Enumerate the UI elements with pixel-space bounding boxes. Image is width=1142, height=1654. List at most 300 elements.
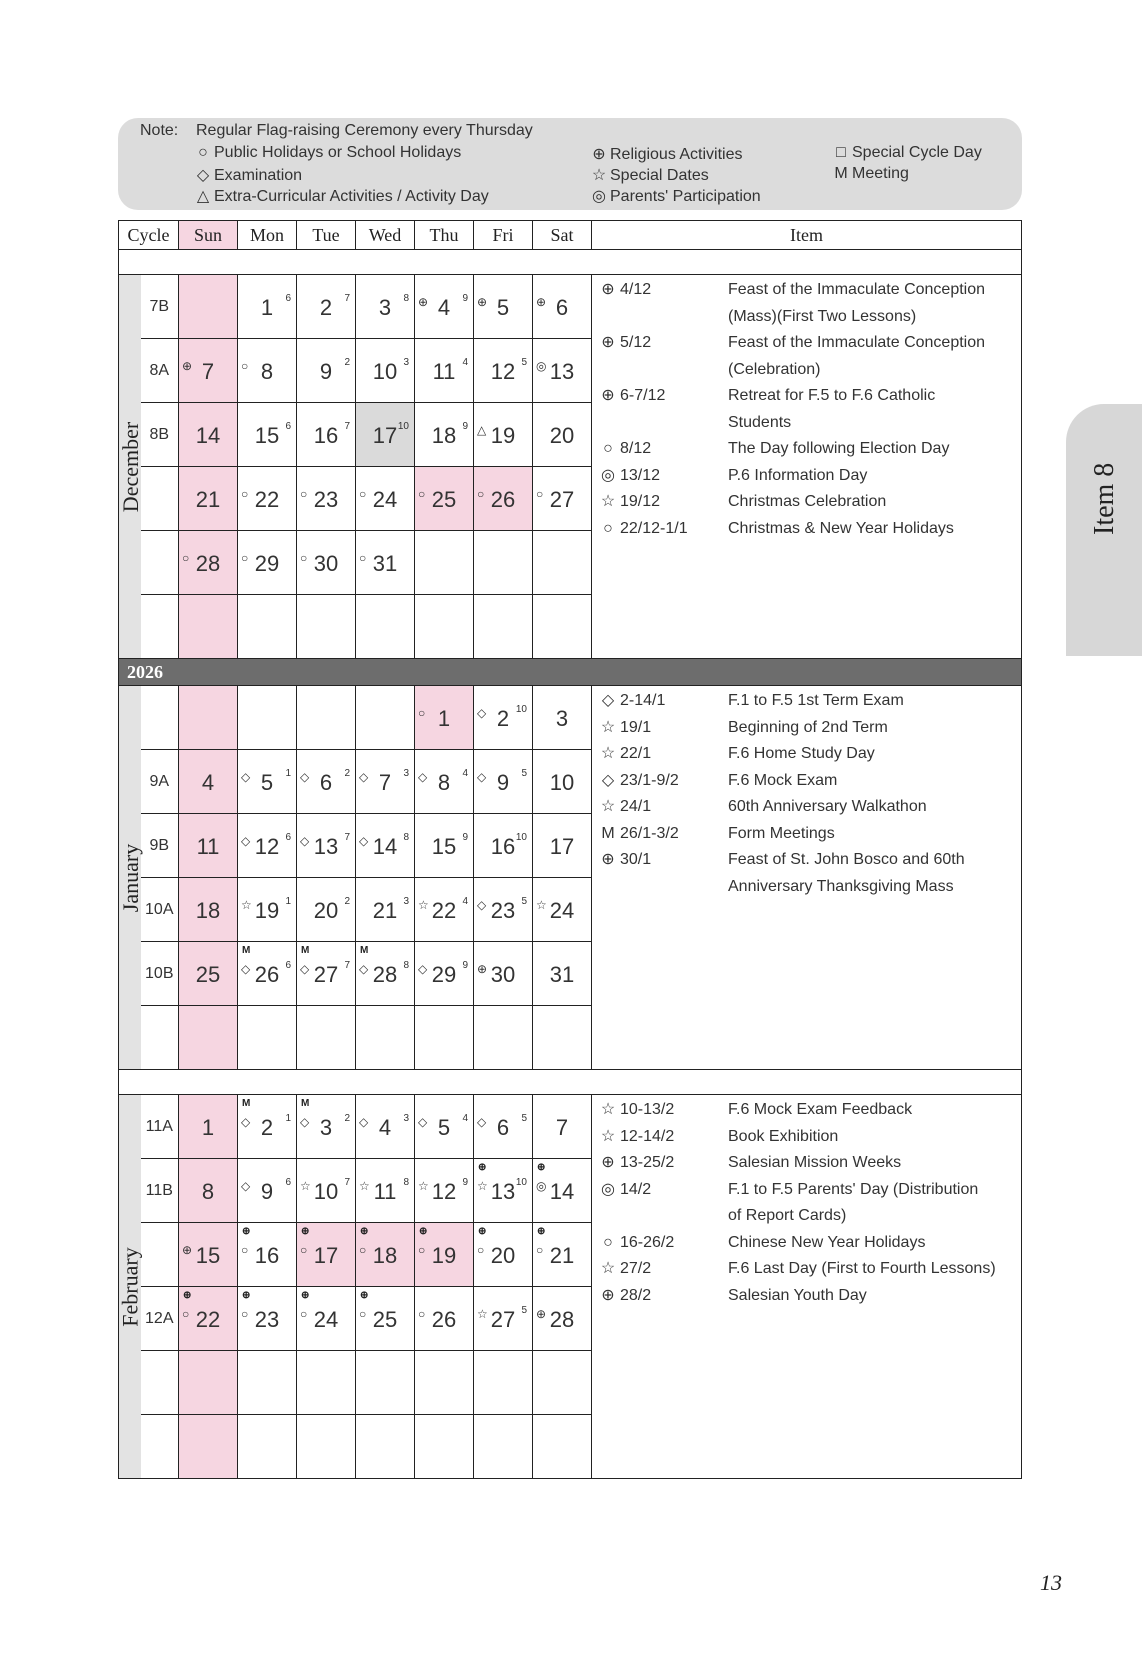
day-cell [415,1095,474,1159]
day-cell [238,686,297,750]
day-symbol: ◇ [418,770,428,784]
header-wed: Wed [356,221,415,250]
day-cell [238,403,297,467]
day-number: 2 [319,295,333,320]
day-cell [356,878,415,942]
day-cell [356,1006,415,1070]
day-symbol: ☆ [241,898,252,912]
event-text: The Day following Election Day [728,440,950,457]
event-date: 23/1-9/2 [620,771,679,789]
day-cell [415,275,474,339]
day-cell [474,1223,533,1287]
day-symbol: ○ [241,1307,249,1321]
legend-parents: Parents' Participation [610,188,761,205]
day-cell [533,750,592,814]
day-number: 8 [437,770,451,795]
calendar-table [118,220,1022,1479]
day-cell [238,1223,297,1287]
day-symbol: ○ [182,1307,190,1321]
day-number: 22 [195,1307,221,1332]
event-item [596,463,1021,490]
event-text: F.6 Last Day (First to Fourth Lessons) [728,1260,996,1277]
day-symbol: ◇ [477,706,487,720]
week-row [119,1095,1022,1159]
day-number: 3 [555,706,569,731]
day-cell [179,1159,238,1223]
day-number: 29 [254,551,280,576]
event-symbol: ☆ [600,493,616,510]
day-cell [297,750,356,814]
day-symbol: ◇ [300,770,310,784]
day-number: 29 [431,962,457,987]
day-cell [179,1415,238,1479]
day-marker: ⊕ [301,1226,310,1237]
day-number: 10 [549,770,575,795]
month-label-cell [118,275,144,659]
page-number: 13 [1040,1570,1062,1595]
event-symbol [596,874,620,901]
cycle-day-number: 5 [521,768,527,779]
day-number: 26 [254,962,280,987]
event-text: Feast of St. John Bosco and 60th [728,851,965,868]
day-cell [415,1006,474,1070]
spacer-cell [119,250,1022,275]
event-symbol: ☆ [600,1127,616,1145]
day-symbol: ◎ [536,1179,547,1193]
day-cell [474,1159,533,1223]
event-item [596,277,1021,304]
day-number: 8 [260,359,274,384]
legend-religious: Religious Activities [610,146,743,163]
spacer-row [119,250,1022,275]
day-cell [297,878,356,942]
week-row [119,686,1022,750]
event-text: of Report Cards) [728,1207,847,1224]
cycle-day-number: 10 [397,421,409,432]
day-cell [179,1006,238,1070]
day-number: 15 [195,1243,221,1268]
day-cell [474,467,533,531]
day-number: 21 [549,1243,575,1268]
event-symbol: ⊕ [601,1154,615,1171]
day-number: 20 [313,898,339,923]
day-number: 21 [195,487,221,512]
day-number: 11 [373,1179,397,1204]
day-cell [415,1351,474,1415]
month-label-cell [118,686,144,1070]
day-cell [474,1006,533,1070]
event-date: 12-14/2 [620,1127,675,1145]
day-symbol: ◇ [418,962,428,976]
day-symbol: ○ [359,551,367,565]
event-symbol [596,304,620,331]
cycle-cell: 9B [141,814,179,878]
month-name: December [118,421,144,512]
day-number: 30 [490,962,516,987]
day-symbol: ◇ [241,834,251,848]
day-cell [474,686,533,750]
day-symbol: ○ [418,487,426,501]
event-text: Salesian Mission Weeks [728,1154,902,1171]
day-number: 25 [372,1307,398,1332]
cycle-day-number: 9 [462,293,468,304]
day-number: 31 [372,551,398,576]
day-symbol: ○ [536,1243,544,1257]
event-text: Chinese New Year Holidays [728,1233,926,1251]
day-cell [179,275,238,339]
event-symbol: ◇ [601,692,615,709]
day-cell [297,1223,356,1287]
flag-note: Regular Flag-raising Ceremony every Thursday [196,122,533,139]
day-cell [238,595,297,659]
event-date: 19/12 [620,493,661,510]
header-tue: Tue [297,221,356,250]
day-symbol: ○ [477,1243,485,1257]
day-symbol: ◇ [300,834,310,848]
day-number: 4 [437,295,451,320]
event-text: Feast of the Immaculate Conception [728,334,986,351]
day-symbol: ○ [300,551,308,565]
cycle-day-number: 6 [285,1177,291,1188]
cycle-day-number: 9 [462,421,468,432]
event-date: 2-14/1 [620,692,666,709]
day-cell [415,403,474,467]
day-marker: ⊕ [301,1290,310,1301]
cycle-day-number: 10 [515,704,527,715]
day-cell [297,1095,356,1159]
day-cell [356,1159,415,1223]
legend-public-holidays: Public Holidays or School Holidays [214,144,462,161]
cycle-day-number: 1 [285,896,291,907]
day-cell [474,1415,533,1479]
day-number: 10 [313,1179,339,1204]
cycle-cell: 12A [141,1287,179,1351]
day-symbol: ○ [418,1243,426,1257]
event-text: Christmas Celebration [728,493,887,510]
day-cell [238,750,297,814]
day-number: 5 [437,1115,451,1140]
day-cell [179,403,238,467]
star-icon: ☆ [591,167,607,184]
day-cell [297,942,356,1006]
day-number: 27 [490,1307,516,1332]
cycle-day-number: 4 [462,1113,468,1124]
day-symbol: ○ [359,1307,367,1321]
cycle-day-number: 7 [344,960,350,971]
day-symbol: ⊕ [182,1243,193,1257]
day-cell [474,878,533,942]
event-symbol: ○ [603,519,613,537]
event-text: Retreat for F.5 to F.6 Catholic [728,387,936,404]
event-text: Salesian Youth Day [728,1286,867,1304]
day-marker: ⊕ [242,1226,251,1237]
event-text: F.1 to F.5 1st Term Exam [728,692,904,709]
meeting-symbol: M [834,165,848,182]
day-number: 9 [319,359,333,384]
event-text: Christmas & New Year Holidays [728,519,954,537]
event-item [596,436,1021,463]
event-text: F.1 to F.5 Parents' Day (Distribution [728,1180,979,1198]
day-number: 17 [372,423,398,448]
day-number: 18 [431,423,457,448]
day-cell [297,339,356,403]
event-symbol: ○ [603,1233,613,1251]
day-cell [356,1223,415,1287]
day-symbol: ○ [241,487,249,501]
day-cell [533,1351,592,1415]
header-mon: Mon [238,221,297,250]
event-item [596,357,1021,384]
day-number: 25 [195,962,221,987]
event-text: F.6 Mock Exam Feedback [728,1101,913,1118]
day-cell [356,403,415,467]
event-date: 27/2 [620,1260,652,1277]
day-cell [297,1006,356,1070]
day-number: 3 [319,1115,333,1140]
day-number: 17 [549,834,575,859]
event-date: 4/12 [620,281,652,298]
day-marker: M [242,1098,251,1109]
day-symbol: ○ [418,706,426,720]
day-cell [533,1415,592,1479]
day-symbol: ◇ [359,834,369,848]
day-cell [297,1287,356,1351]
day-marker: M [360,945,369,956]
day-number: 19 [490,423,516,448]
year-row [119,659,1022,686]
event-symbol: ☆ [600,798,616,815]
event-item [596,410,1021,437]
header-thu: Thu [415,221,474,250]
day-cell [533,1006,592,1070]
event-symbol: ◎ [601,466,615,484]
event-symbol: ○ [603,440,613,457]
day-number: 7 [378,770,392,795]
day-cell [179,595,238,659]
event-symbol: ⊕ [601,334,615,351]
event-item [596,821,1021,848]
day-cell [415,531,474,595]
day-marker: ⊕ [419,1226,428,1237]
day-symbol: ○ [359,487,367,501]
event-item [596,383,1021,410]
event-date: 26/1-3/2 [620,824,679,842]
event-text: Book Exhibition [728,1127,839,1145]
day-cell [415,942,474,1006]
event-date: 10-13/2 [620,1101,675,1118]
cycle-day-number: 9 [462,832,468,843]
cycle-day-number: 3 [403,1113,409,1124]
day-cell [533,1159,592,1223]
day-number: 18 [372,1243,398,1268]
event-item [596,1230,1021,1257]
cycle-day-number: 9 [462,1177,468,1188]
day-number: 3 [378,295,392,320]
event-date: 6-7/12 [620,387,666,404]
day-marker: ⊕ [242,1290,251,1301]
cycle-cell: 7B [141,275,179,339]
day-number: 15 [254,423,280,448]
day-symbol: ◇ [359,1115,369,1129]
event-symbol: ⊕ [601,387,615,404]
day-cell [297,531,356,595]
day-cell [533,595,592,659]
day-symbol: ☆ [477,1307,488,1321]
day-number: 19 [254,898,280,923]
day-cell [179,1095,238,1159]
day-cell [179,339,238,403]
event-item [596,330,1021,357]
day-number: 1 [201,1115,215,1140]
event-symbol [596,410,620,437]
day-symbol: ⊕ [536,1307,547,1321]
header-sun: Sun [179,221,238,250]
day-cell [297,595,356,659]
day-cell [238,275,297,339]
day-number: 5 [260,770,274,795]
day-cell [356,1351,415,1415]
event-symbol [596,357,620,384]
day-symbol: ☆ [418,1179,429,1193]
year-label: 2026 [119,659,1022,686]
day-number: 4 [378,1115,392,1140]
day-number: 27 [313,962,339,987]
event-symbol: ☆ [600,1101,616,1118]
day-cell [356,595,415,659]
day-cell [474,942,533,1006]
event-date [620,410,728,437]
day-number: 1 [260,295,274,320]
event-date: 14/2 [620,1180,652,1198]
cycle-cell: 10A [141,878,179,942]
day-symbol: ⊕ [182,359,193,373]
event-item [596,794,1021,821]
header-row [119,221,1022,250]
legend-meeting: Meeting [852,165,909,182]
day-cell [474,1095,533,1159]
circle-icon: ○ [198,144,208,161]
day-cell [297,814,356,878]
day-symbol: ◇ [241,962,251,976]
day-symbol: ○ [359,1243,367,1257]
day-symbol: ⊕ [477,295,488,309]
event-item [596,741,1021,768]
event-symbol: ⊕ [601,1286,615,1304]
double-circle-icon: ◎ [592,188,606,205]
day-number: 20 [490,1243,516,1268]
spacer-row [119,1070,1022,1095]
cycle-day-number: 5 [521,896,527,907]
event-symbol: ◎ [601,1180,615,1198]
day-cell [238,1415,297,1479]
day-marker: ⊕ [360,1290,369,1301]
day-cell [238,1095,297,1159]
event-symbol: ☆ [600,745,616,762]
day-number: 2 [496,706,510,731]
day-symbol: ◇ [359,770,369,784]
day-symbol: ○ [418,1307,426,1321]
day-number: 6 [496,1115,510,1140]
day-cell [297,686,356,750]
day-cell [179,531,238,595]
day-cell [179,750,238,814]
day-number: 23 [313,487,339,512]
cycle-day-number: 7 [344,832,350,843]
day-cell [179,467,238,531]
spacer-cell [119,1070,1022,1095]
day-number: 18 [195,898,221,923]
cycle-day-number: 3 [403,896,409,907]
event-item [596,1203,1021,1230]
day-cell [297,1351,356,1415]
triangle-icon: △ [196,188,210,205]
event-item [596,489,1021,516]
day-cell [179,942,238,1006]
day-cell [533,878,592,942]
day-cell [415,686,474,750]
day-cell [356,750,415,814]
day-number: 11 [432,359,456,384]
day-marker: ⊕ [183,1290,192,1301]
cycle-day-number: 6 [285,421,291,432]
day-symbol: ⊕ [477,962,488,976]
day-cell [238,531,297,595]
legend-special-cycle: Special Cycle Day [852,144,982,161]
day-cell [238,339,297,403]
day-symbol: ○ [300,487,308,501]
event-text: Students [728,413,792,431]
event-text: F.6 Home Study Day [728,745,875,762]
cycle-day-number: 2 [344,357,350,368]
event-item [596,874,1021,901]
day-number: 24 [313,1307,339,1332]
event-item [596,1177,1021,1204]
event-item [596,768,1021,795]
event-text: 60th Anniversary Walkathon [728,798,927,815]
day-number: 26 [431,1307,457,1332]
day-cell [238,878,297,942]
event-date [620,357,728,384]
day-cell [474,1287,533,1351]
event-text: Feast of the Immaculate Conception [728,281,986,298]
event-item [596,715,1021,742]
day-number: 14 [549,1179,575,1204]
day-number: 28 [195,551,221,576]
day-cell [238,467,297,531]
day-symbol: ○ [241,1243,249,1257]
day-cell [179,1287,238,1351]
day-symbol: ◇ [359,962,369,976]
day-cell [415,814,474,878]
event-item [596,688,1021,715]
day-number: 15 [431,834,457,859]
event-symbol: ☆ [600,1260,616,1277]
day-number: 28 [372,962,398,987]
cycle-day-number: 10 [515,1177,527,1188]
day-number: 22 [431,898,457,923]
day-cell [415,467,474,531]
items-cell [592,275,1022,659]
event-date: 30/1 [620,851,652,868]
day-symbol: ◇ [300,962,310,976]
day-cell [356,531,415,595]
day-marker: M [301,1098,310,1109]
cycle-day-number: 3 [403,357,409,368]
day-number: 12 [490,359,516,384]
day-number: 16 [254,1243,280,1268]
day-cell [356,467,415,531]
day-symbol: ○ [300,1243,308,1257]
